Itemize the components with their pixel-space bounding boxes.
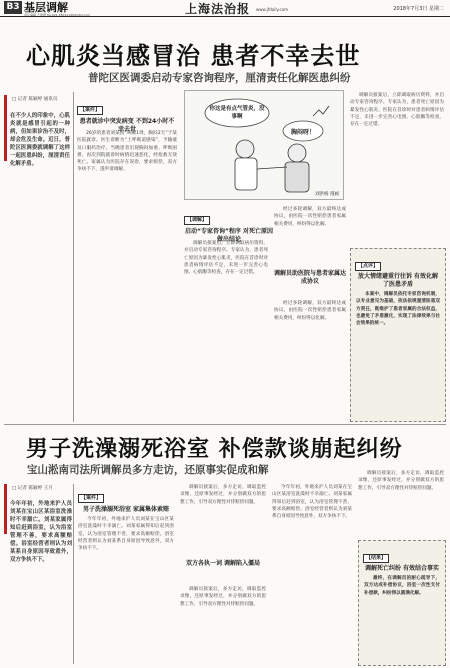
story-divider — [4, 424, 446, 425]
cartoon-patient-bubble: 胸闷呀！ — [290, 129, 315, 136]
result-title: 调解员助医院与患者家属达成协议 — [274, 270, 347, 285]
newspaper-url: www.jfdaily.com — [256, 7, 289, 12]
story2-col4-text — [272, 484, 352, 664]
mediate-paragraph-2: 经过多轮调解，双方最终达成协议，由医院一次性赔偿患者家属相关费用，纠纷得以化解。 — [274, 207, 346, 227]
comment-tag: 【点评】 — [355, 262, 381, 271]
story2-mid-text — [180, 484, 266, 554]
story2-col4-paragraph: 今年年初，外地来沪人员刘某在宝山区某浴室洗澡时不幸溺亡。刘某家属得知后赶到浴室，认为浴室管理不善，要求高额赔偿。浴室经营者则认为刘某系自身原因导致意外，双方争执不下。 — [272, 485, 352, 520]
case-title: 患者就诊中突发病变 不到24小时不幸去世 — [79, 118, 175, 133]
story2-byline: □ 记者 陈颖婷 王月 — [12, 486, 53, 491]
story2-accent-bar — [4, 484, 7, 534]
story1-mediate-text — [184, 240, 268, 420]
comment-header — [351, 249, 445, 289]
issue-date: 2018年7月3日 星期二 — [393, 6, 444, 12]
story2-mediate-title: 双方各执一词 调解陷入僵局 — [185, 560, 261, 567]
right-paragraph: 调解员接案后，立即调取病历资料，并启动专家咨询程序。专家认为，患者死亡原因为暴发性心肌炎，医院在首诊时对患者病情评估不足，未进一步完善心电图、心肌酶等检查，存在一定过错。 — [350, 93, 444, 128]
story2-case-paragraph: 今年年初，外地来沪人员刘某在宝山区某浴室洗澡时不幸溺亡。刘某家属得知后赶到浴室，认为浴室管理不善，要求高额赔偿。浴室经营者则认为刘某系自身原因导致意外，双方争执不下。 — [78, 517, 174, 552]
comment-title: 放大情绪避重行往诉 有效化解了医患矛盾 — [357, 273, 439, 288]
story1-intro: 在不少人的印象中，心肌炎就是感冒引起的一种病，但如果诊治不及时，却会危及生命。近日，普陀区医调委就调解了这样一起医患纠纷，厘清责任化解矛盾。 — [10, 113, 70, 167]
story2-case-title: 男子洗澡溺死浴室 家属集体索赔 — [82, 506, 170, 513]
mediate-paragraph: 调解员接案后，立即调取病历资料，并启动专家咨询程序。专家认为，患者死亡原因为暴发性心肌炎，医院在首诊时对患者病情评估不足，未进一步完善心电图、心肌酶等检查，存在一定过错。 — [184, 241, 268, 276]
story2-case-text — [78, 516, 174, 664]
mediate-tag: 【调解】 — [184, 216, 210, 225]
newspaper-name: 上海法治报 — [185, 2, 251, 16]
story2-mediate-text — [180, 586, 266, 664]
cartoon-illustration — [184, 90, 344, 200]
story2-headline: 男子洗澡溺死浴室 补偿款谈崩起纠纷 — [26, 437, 403, 462]
case-paragraph: 26岁的患者刘某因“咳嗽1周，胸闷2天”于某医院就诊。医生诊断为“上呼吸道感染”，予输液及口服药治疗。当晚患者出现胸闷加重、呼吸困难，再次到院就诊时病情迅速恶化，经抢救无效死亡。家属认为医院存在误诊，要求赔偿，双方争执不下，遂申请调解。 — [77, 131, 177, 173]
story2-result-text — [359, 573, 445, 663]
story2-mediate-block — [180, 560, 266, 568]
story2-column-divider — [73, 484, 74, 664]
story2-col5-paragraph: 调解员接案后，多方走访，调取监控录像，还原事发经过，并分别做双方的思想工作，引导双方理性对待赔偿问题。 — [358, 471, 444, 491]
story2-case-tag: 【案件】 — [78, 494, 104, 503]
editor-line: 责任编辑 王夏慧 Tel:021-55011190@163.com — [24, 13, 91, 17]
story1-result-block — [274, 270, 346, 286]
result-paragraph: 经过多轮调解，双方最终达成协议，由医院一次性赔偿患者家属相关费用，纠纷得以化解。 — [274, 301, 346, 321]
mediate-title: 启动“专家咨询”程序 对死亡原因做出结论 — [185, 228, 273, 243]
intro-accent-bar — [4, 95, 7, 161]
column-divider — [73, 92, 74, 422]
story2-case-block — [78, 484, 174, 514]
story2-result-tag: 【结果】 — [363, 554, 389, 563]
story1-mediate-block — [184, 206, 274, 244]
case-tag: 【案件】 — [77, 106, 103, 115]
story1-right-text — [350, 92, 444, 242]
comment-box — [350, 248, 446, 422]
story2-result-box — [358, 540, 446, 666]
story2-result-title: 调解死亡纠纷 有效结合事实 — [364, 565, 440, 572]
cartoon-doctor-bubble: 你这是有点气管炎，没事啊 — [209, 106, 265, 120]
story1-subhead: 普陀区医调委启动专家咨询程序，厘清责任化解医患纠纷 — [88, 72, 351, 84]
story1-case-block — [77, 96, 177, 134]
story2-mid-paragraph: 调解员接案后，多方走访，调取监控录像，还原事发经过，并分别做双方的思想工作，引导双方理性对待赔偿问题。 — [180, 485, 266, 505]
story1-headline: 心肌炎当感冒治 患者不幸去世 — [26, 42, 361, 70]
cartoon-credit: 刘洪杨 漫画 — [315, 192, 339, 197]
story2-mediate-paragraph: 调解员接案后，多方走访，调取监控录像，还原事发经过，并分别做双方的思想工作，引导双方理性对待赔偿问题。 — [180, 587, 266, 607]
story1-result-text — [274, 300, 346, 420]
story2-result-paragraph: 最终，在调解员的耐心疏导下，双方达成补偿协议，浴室一次性支付补偿款，纠纷得以圆满化解。 — [364, 576, 440, 596]
comment-paragraph: 本案中，调解员依托专家咨询机制，以专业意见为基础，依法依规厘清医患双方责任，既维护了患者家属的合法权益，也避免了矛盾激化，实现了法律效果与社会效果的统一。 — [356, 292, 440, 327]
story2-col5-text — [358, 470, 444, 534]
story1-mediate-text-2 — [274, 206, 346, 266]
page-number-logo: B3 — [4, 1, 22, 14]
story2-result-header — [359, 541, 445, 573]
story1-byline: □ 记者 陈颖婷 通讯员 — [12, 97, 58, 102]
story1-case-text — [77, 130, 177, 420]
story2-subhead: 宝山淞南司法所调解员多方走访，还原事实促成和解 — [27, 464, 269, 476]
section-title: 基层调解 — [24, 1, 68, 14]
story2-intro: 今年年初，外地来沪人员刘某在宝山区某浴室洗澡时不幸溺亡。刘某家属得知后赶到浴室，认为浴室管理不善，要求高额赔偿。浴室经营者则认为刘某系自身原因导致意外，双方争执不下。 — [10, 501, 72, 563]
comment-text — [351, 289, 445, 423]
